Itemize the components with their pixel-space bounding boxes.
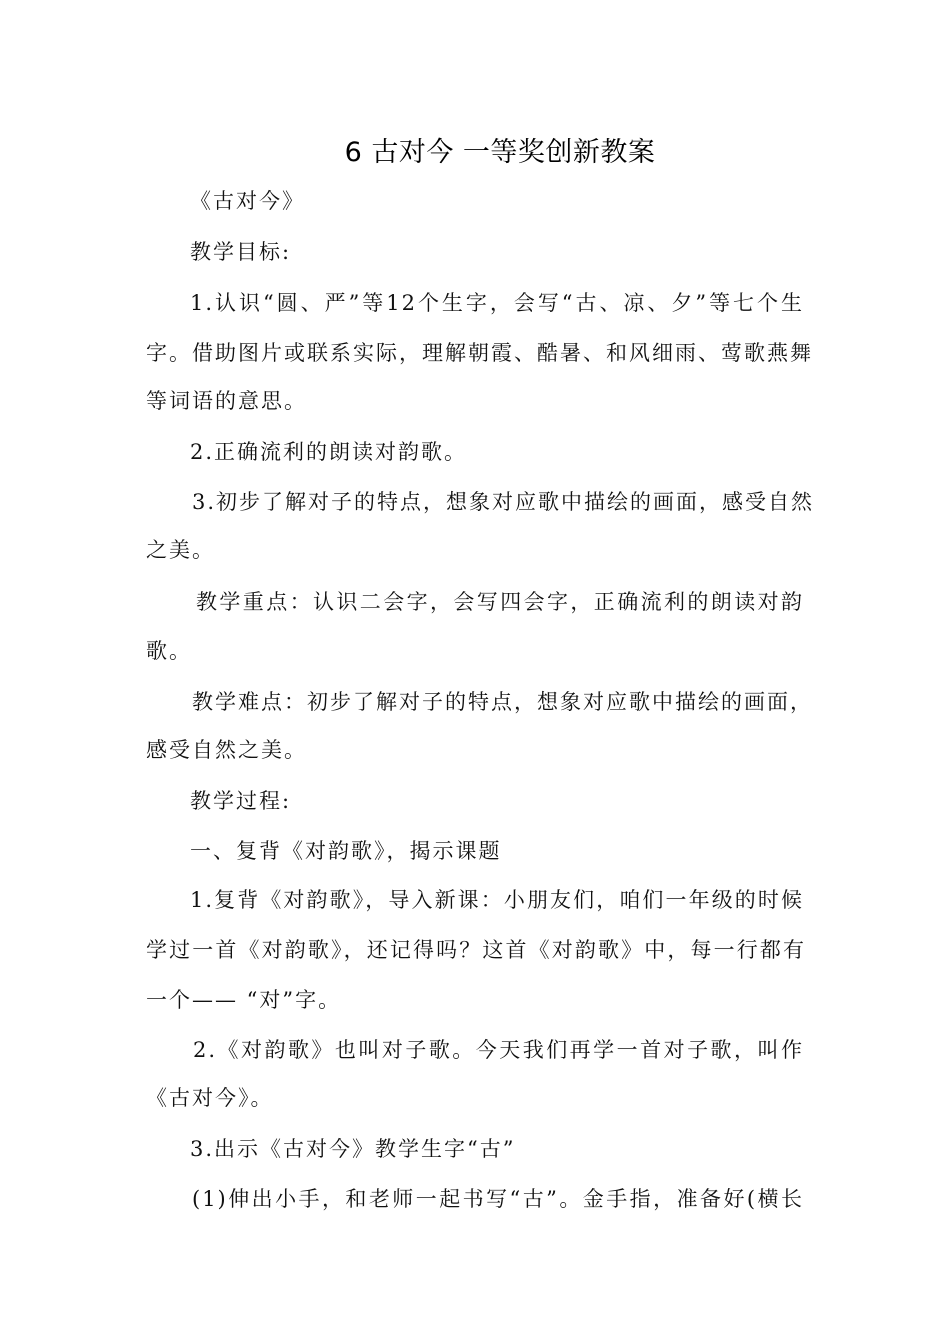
text-line: 一个—— “对”字。 (146, 988, 342, 1012)
text-line: 教学过程: (190, 789, 292, 813)
text-line: 3.出示《古对今》教学生字“古” (190, 1137, 516, 1161)
text-line: 《古对今》。 (146, 1086, 274, 1110)
text-line: 学过一首《对韵歌》，还记得吗？这首《对韵歌》中，每一行都有 (146, 938, 806, 962)
text-line: 教学难点：初步了解对子的特点，想象对应歌中描绘的画面， (192, 690, 813, 714)
text-line: 2.《对韵歌》也叫对子歌。今天我们再学一首对子歌，叫作 (193, 1038, 804, 1062)
text-line: 1.认识“圆、严”等12个生字，会写“古、凉、夕”等七个生 (190, 291, 804, 315)
text-line: 之美。 (146, 538, 215, 562)
text-line: (1)伸出小手，和老师一起书写“古”。金手指，准备好(横长 (192, 1187, 804, 1211)
document-title: 6 古对今 一等奖创新教案 (344, 137, 656, 168)
text-line: 一、复背《对韵歌》，揭示课题 (190, 839, 502, 863)
text-line: 字。借助图片或联系实际，理解朝霞、酷暑、和风细雨、莺歌燕舞 (146, 341, 813, 365)
text-line: 等词语的意思。 (146, 389, 307, 413)
text-line: 教学重点：认识二会字，会写四会字，正确流利的朗读对韵 (196, 590, 804, 614)
text-line: 2.正确流利的朗读对韵歌。 (190, 440, 468, 464)
text-line: 教学目标: (190, 240, 292, 264)
text-line: 感受自然之美。 (146, 738, 307, 762)
text-line: 歌。 (146, 639, 192, 663)
text-line: 1.复背《对韵歌》，导入新课：小朋友们，咱们一年级的时候 (190, 888, 804, 912)
text-line: 《古对今》 (190, 189, 305, 213)
text-line: 3.初步了解对子的特点，想象对应歌中描绘的画面，感受自然 (192, 490, 815, 514)
